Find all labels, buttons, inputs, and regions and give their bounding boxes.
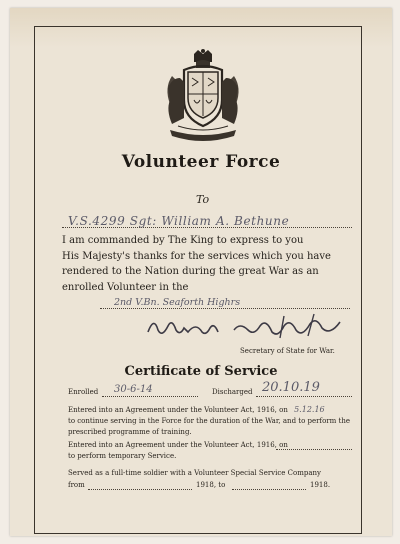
royal-coat-of-arms-icon [158, 48, 248, 144]
to-line [232, 489, 306, 490]
body-text [62, 233, 358, 295]
enrolled-line [102, 396, 198, 397]
para-text: Served as a full-time soldier with a Volunteer Special Service Company [68, 469, 321, 477]
recipient-name: V.S.4299 Sgt: William A. Bethune [68, 214, 290, 228]
discharged-label: Discharged [212, 388, 253, 396]
year-to-label: 1918, to [196, 481, 226, 489]
document-title: Volunteer Force [121, 152, 281, 172]
para-text: Entered into an Agreement under the Volunteer Act, 1916, on [68, 406, 288, 414]
year-end-label: 1918. [310, 481, 331, 489]
para-text: to continue serving in the Force for the duration of the War, and to perform the [68, 417, 350, 425]
from-line [88, 489, 192, 490]
signature-icon [144, 308, 354, 344]
service-paragraph [68, 468, 354, 479]
body-line: I am commanded by The King to express to you [62, 235, 304, 246]
enrolled-date: 30-6-14 [114, 384, 153, 395]
para-text: Entered into an Agreement under the Volunteer Act, 1916, on [68, 441, 288, 449]
body-line: rendered to the Nation during the great War as an [62, 266, 319, 277]
temporary-service-line [276, 449, 352, 450]
agreement-paragraph-2 [68, 440, 354, 462]
agreement-paragraph-1 [68, 404, 354, 438]
agreement-date: 5.12.16 [294, 405, 325, 414]
enrolled-label: Enrolled [68, 388, 99, 396]
para-text: to perform temporary Service. [68, 452, 177, 460]
certificate-title: Certificate of Service [124, 364, 278, 379]
secretary-label: Secretary of State for War. [240, 347, 335, 355]
discharged-line [256, 396, 352, 397]
body-line: enrolled Volunteer in the [62, 281, 189, 293]
discharged-date: 20.10.19 [262, 380, 320, 395]
body-line: His Majesty's thanks for the services which you have [62, 250, 331, 262]
to-label: To [196, 193, 210, 206]
para-text: prescribed programme of training. [68, 428, 192, 436]
certificate-sheet [10, 8, 392, 536]
from-label: from [68, 481, 85, 489]
unit-name: 2nd V.Bn. Seaforth Highrs [114, 297, 241, 308]
